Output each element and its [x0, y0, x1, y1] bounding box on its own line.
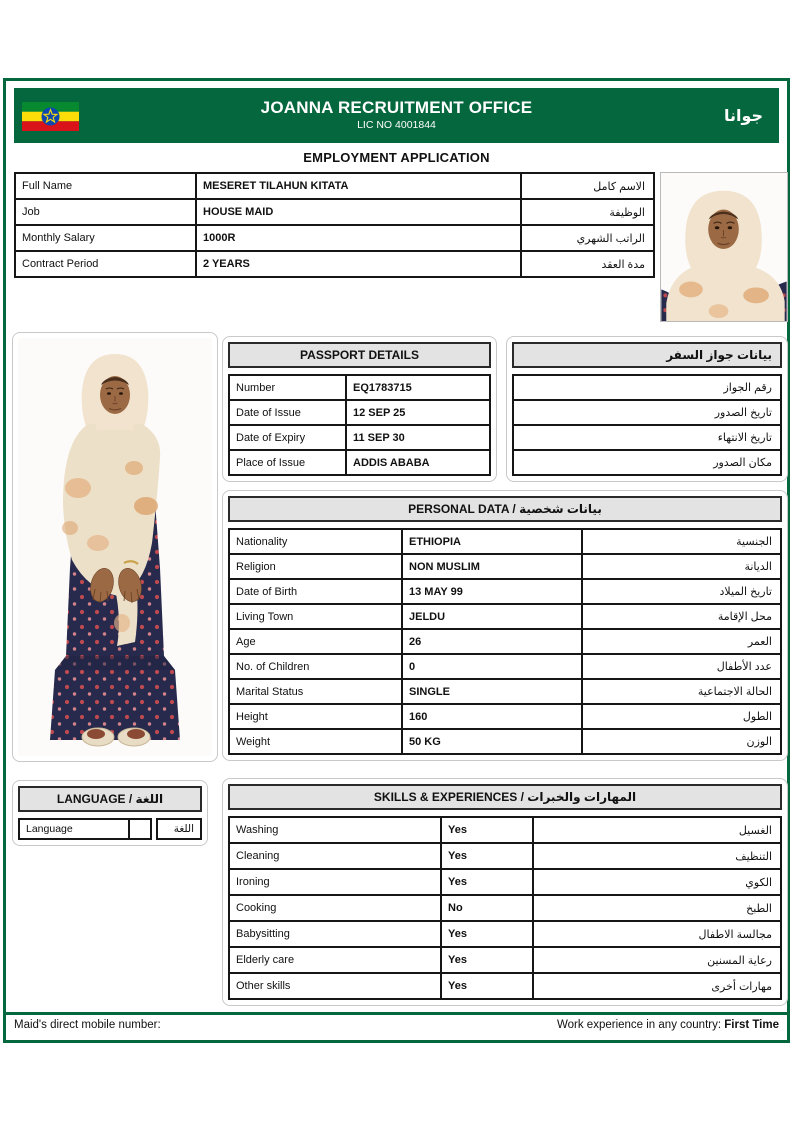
field-label: Nationality	[229, 529, 402, 554]
field-value: 2 YEARS	[196, 251, 521, 277]
field-label-ar: اللغة	[156, 818, 202, 840]
field-value: 11 SEP 30	[346, 425, 490, 450]
table-row	[15, 199, 654, 225]
table-row	[229, 921, 781, 947]
field-label-ar: الراتب الشهري	[521, 225, 654, 251]
field-label: Language	[19, 819, 129, 839]
table-row	[229, 450, 490, 475]
field-label-ar: عدد الأطفال	[582, 654, 781, 679]
section-title: PERSONAL DATA / بيانات شخصية	[228, 496, 782, 522]
table-row	[229, 947, 781, 973]
field-label: Date of Expiry	[229, 425, 346, 450]
license-number: LIC NO 4001844	[357, 119, 436, 131]
passport-details-section-arabic	[506, 336, 788, 482]
table-row	[513, 400, 781, 425]
field-label-ar: العمر	[582, 629, 781, 654]
table-row	[229, 425, 490, 450]
applicant-full-body-photo	[12, 332, 218, 762]
field-value: 12 SEP 25	[346, 400, 490, 425]
footer-experience-value: First Time	[724, 1019, 779, 1031]
field-label: Ironing	[229, 869, 441, 895]
table-row	[513, 375, 781, 400]
table-row	[229, 729, 781, 754]
applicant-summary-table	[14, 172, 655, 278]
field-value: EQ1783715	[346, 375, 490, 400]
field-label: Height	[229, 704, 402, 729]
field-label: Contract Period	[15, 251, 196, 277]
field-label: Other skills	[229, 973, 441, 999]
field-value: Yes	[441, 973, 533, 999]
field-value: 160	[402, 704, 582, 729]
section-title-ar: بيانات جواز السفر	[512, 342, 782, 368]
field-label: Weight	[229, 729, 402, 754]
field-label: No. of Children	[229, 654, 402, 679]
section-title: LANGUAGE / اللغة	[18, 786, 202, 812]
table-row	[229, 817, 781, 843]
table-row	[19, 819, 151, 839]
table-row	[229, 895, 781, 921]
field-label: Elderly care	[229, 947, 441, 973]
field-label: Date of Birth	[229, 579, 402, 604]
field-value: 1000R	[196, 225, 521, 251]
section-title: PASSPORT DETAILS	[228, 342, 491, 368]
table-row	[229, 375, 490, 400]
field-label-ar: رعاية المسنين	[533, 947, 781, 973]
field-value	[129, 819, 151, 839]
field-label-ar: التنظيف	[533, 843, 781, 869]
passport-table-arabic	[512, 374, 782, 476]
field-value: Yes	[441, 947, 533, 973]
field-label: Age	[229, 629, 402, 654]
field-value: ADDIS ABABA	[346, 450, 490, 475]
field-label: Marital Status	[229, 679, 402, 704]
field-label: Place of Issue	[229, 450, 346, 475]
table-row	[229, 400, 490, 425]
field-value: HOUSE MAID	[196, 199, 521, 225]
table-row	[15, 173, 654, 199]
field-label-ar: الجنسية	[582, 529, 781, 554]
field-label-ar: مجالسة الاطفال	[533, 921, 781, 947]
field-label-ar: تاريخ الميلاد	[582, 579, 781, 604]
personal-data-table	[228, 528, 782, 755]
field-value: Yes	[441, 817, 533, 843]
field-label-ar: مهارات أخرى	[533, 973, 781, 999]
table-row	[229, 629, 781, 654]
table-row	[513, 450, 781, 475]
field-label-ar: الوظيفة	[521, 199, 654, 225]
field-value: 50 KG	[402, 729, 582, 754]
table-row	[15, 225, 654, 251]
table-row	[15, 251, 654, 277]
field-label: Monthly Salary	[15, 225, 196, 251]
field-value: 0	[402, 654, 582, 679]
field-label-ar: تاريخ الصدور	[513, 400, 781, 425]
personal-data-section	[222, 490, 788, 761]
field-label-ar: الحالة الاجتماعية	[582, 679, 781, 704]
field-label: Babysitting	[229, 921, 441, 947]
footer-mobile-label: Maid's direct mobile number:	[14, 1019, 161, 1031]
field-label-ar: الغسيل	[533, 817, 781, 843]
field-value: ETHIOPIA	[402, 529, 582, 554]
table-row	[229, 579, 781, 604]
field-value: Yes	[441, 843, 533, 869]
field-label-ar: الديانة	[582, 554, 781, 579]
table-row	[229, 679, 781, 704]
field-value: Yes	[441, 921, 533, 947]
language-section	[12, 780, 208, 846]
skills-table	[228, 816, 782, 1000]
table-row	[229, 654, 781, 679]
field-label-ar: محل الإقامة	[582, 604, 781, 629]
field-value: JELDU	[402, 604, 582, 629]
footer-divider	[6, 1012, 787, 1015]
field-value: MESERET TILAHUN KITATA	[196, 173, 521, 199]
section-title: SKILLS & EXPERIENCES / المهارات والخبرات	[228, 784, 782, 810]
field-label-ar: تاريخ الانتهاء	[513, 425, 781, 450]
table-row	[229, 704, 781, 729]
skills-section	[222, 778, 788, 1006]
field-label: Cooking	[229, 895, 441, 921]
field-label: Number	[229, 375, 346, 400]
footer-experience	[557, 1019, 779, 1031]
field-label-ar: مكان الصدور	[513, 450, 781, 475]
field-label: Cleaning	[229, 843, 441, 869]
table-row	[229, 869, 781, 895]
field-label-ar: رقم الجواز	[513, 375, 781, 400]
table-row	[229, 529, 781, 554]
field-label-ar: الوزن	[582, 729, 781, 754]
table-row	[229, 843, 781, 869]
table-row	[229, 973, 781, 999]
field-label-ar: الطبخ	[533, 895, 781, 921]
passport-details-section	[222, 336, 497, 482]
field-label-ar: الطول	[582, 704, 781, 729]
field-label-ar: مدة العقد	[521, 251, 654, 277]
field-label: Living Town	[229, 604, 402, 629]
language-table	[18, 818, 152, 840]
table-row	[229, 554, 781, 579]
form-title: EMPLOYMENT APPLICATION	[303, 150, 490, 165]
applicant-headshot-photo	[660, 172, 788, 322]
passport-table	[228, 374, 491, 476]
field-label: Job	[15, 199, 196, 225]
footer-experience-label: Work experience in any country:	[556, 1019, 722, 1031]
field-value: Yes	[441, 869, 533, 895]
header-bar	[14, 88, 779, 143]
field-value: 26	[402, 629, 582, 654]
office-title-arabic: جوانا	[723, 107, 763, 125]
field-label-ar: الكوي	[533, 869, 781, 895]
field-value: No	[441, 895, 533, 921]
office-title: JOANNA RECRUITMENT OFFICE	[260, 98, 533, 117]
field-label: Religion	[229, 554, 402, 579]
field-label: Date of Issue	[229, 400, 346, 425]
table-row	[513, 425, 781, 450]
field-label: Washing	[229, 817, 441, 843]
field-label-ar: الاسم كامل	[521, 173, 654, 199]
table-row	[229, 604, 781, 629]
field-label: Full Name	[15, 173, 196, 199]
field-value: 13 MAY 99	[402, 579, 582, 604]
field-value: SINGLE	[402, 679, 582, 704]
field-value: NON MUSLIM	[402, 554, 582, 579]
